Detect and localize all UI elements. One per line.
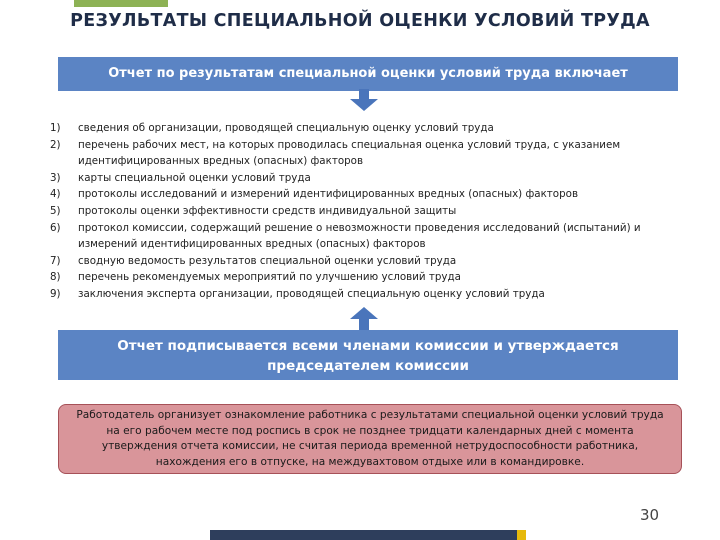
item-number: 5): [50, 204, 61, 217]
report-includes-banner: Отчет по результатам специальной оценки условий труда включает: [58, 57, 678, 91]
bottom-accent-bar: [210, 530, 517, 540]
top-accent-bar: [74, 0, 168, 7]
list-item: [22, 286, 697, 303]
item-number: 2): [50, 138, 61, 151]
list-item: [22, 269, 697, 286]
page-number: 30: [640, 506, 660, 524]
list-item: [22, 220, 697, 253]
item-number: 7): [50, 254, 61, 267]
list-item: [22, 137, 697, 170]
list-item: [22, 186, 697, 203]
arrow-up-icon: [350, 307, 378, 331]
item-number: 6): [50, 221, 61, 234]
item-text: перечень рабочих мест, на которых проводилась специальная оценка условий труда, с указанием идентифицированных вредных (опасных) факторов: [78, 138, 621, 168]
item-text: карты специальной оценки условий труда: [78, 171, 311, 184]
item-number: 4): [50, 188, 61, 201]
employer-notice-box: Работодатель организует ознакомление работника с результатами специальной оценки условий труда на его рабочем месте под роспись в срок не позднее тридцати календарных дней с момента утверждения отчета комиссии, не считая периода временной нетрудоспособности работника, нахождения его в отпуске, на междувахтовом отдыхе или в командировке.: [58, 404, 682, 474]
list-item: [22, 170, 697, 187]
item-text: сведения об организации, проводящей специальную оценку условий труда: [78, 122, 494, 134]
item-text: перечень рекомендуемых мероприятий по улучшению условий труда: [78, 271, 461, 284]
signing-banner: Отчет подписывается всеми членами комиссии и утверждается председателем комиссии: [58, 330, 678, 380]
item-number: 1): [50, 122, 61, 134]
item-number: 9): [50, 287, 61, 300]
item-number: 3): [50, 171, 61, 184]
list-item: [22, 120, 697, 137]
item-number: 8): [50, 271, 61, 284]
list-item: [22, 253, 697, 270]
item-text: заключения эксперта организации, проводящей специальную оценку условий труда: [78, 287, 545, 300]
arrow-down-icon: [350, 89, 378, 111]
bottom-gold-accent: [517, 530, 526, 540]
item-text: протоколы исследований и измерений идентифицированных вредных (опасных) факторов: [78, 188, 579, 201]
item-text: протоколы оценки эффективности средств индивидуальной защиты: [78, 204, 457, 217]
report-items-list: [22, 120, 697, 303]
item-text: протокол комиссии, содержащий решение о невозможности проведения исследований (испытаний) и измерений идентифицированных вредных (опасных) факторов: [78, 221, 641, 251]
item-text: сводную ведомость результатов специальной оценки условий труда: [78, 254, 457, 267]
slide-title: РЕЗУЛЬТАТЫ СПЕЦИАЛЬНОЙ ОЦЕНКИ УСЛОВИЙ ТРУДА: [70, 11, 650, 31]
list-item: [22, 203, 697, 220]
